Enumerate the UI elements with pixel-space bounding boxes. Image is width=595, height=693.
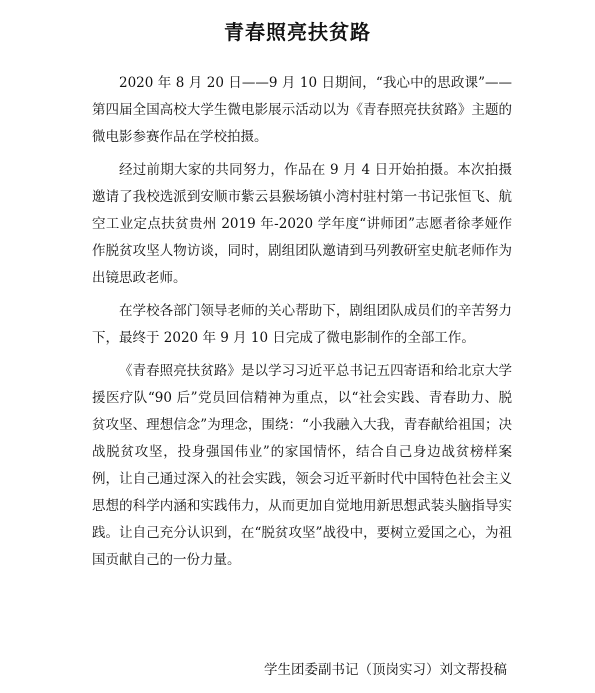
paragraph-2: 经过前期大家的共同努力，作品在 9 月 4 日开始拍摄。本次拍摄邀请了我校选派到安顺市紫云县猴场镇小湾村驻村第一书记张恒飞、航空工业定点扶贫贵州 2019 年-2020 学年度“讲师团”志愿者徐孝娅作作脱贫攻坚人物访谈，同时，剧组团队邀请到马列教研室史航老师作为出镜思政老师。 — [92, 162, 512, 286]
paragraph-1: 2020 年 8 月 20 日——9 月 10 日期间，“我心中的思政课”——第四届全国高校大学生微电影展示活动以为《青春照亮扶贫路》主题的微电影参赛作品在学校拍摄。 — [92, 75, 512, 145]
paragraph-4: 《青春照亮扶贫路》是以学习习近平总书记五四寄语和给北京大学援医疗队“90 后”党员回信精神为重点，以“社会实践、青春助力、脱贫攻坚、理想信念”为理念，围绕：“小我融入大我，青春献给祖国；决战脱贫攻坚，投身强国伟业”的家国情怀，结合自己身边战贫榜样案例，让自己通过深入的社会实践，领会习近平新时代中国特色社会主义思想的科学内涵和实践伟力，从而更加自觉地用新思想武装头脑指导实践。让自己充分认识到，在“脱贫攻坚”战役中，要树立爱国之心，为祖国贡献自己的一份力量。 — [92, 363, 512, 568]
paragraph-3: 在学校各部门领导老师的关心帮助下，剧组团队成员们的辛苦努力下，最终于 2020 年 9 月 10 日完成了微电影制作的全部工作。 — [92, 303, 512, 346]
page-title: 青春照亮扶贫路 — [224, 20, 371, 44]
author-signature: 学生团委副书记（顶岗实习）刘文帮投稿 — [264, 662, 507, 678]
article-body — [92, 70, 512, 580]
